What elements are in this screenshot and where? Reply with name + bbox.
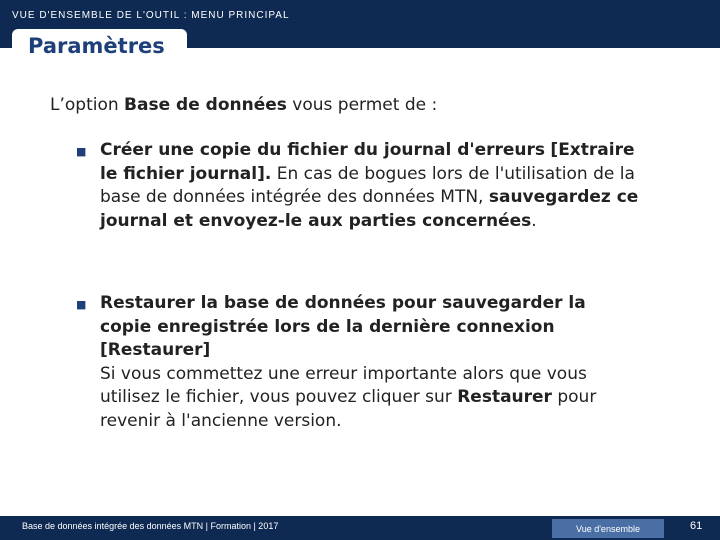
footer-text: Base de données intégrée des données MTN | Formation | 2017 — [22, 521, 279, 531]
item-text: Si vous commettez une erreur importante alors que vous utilisez le fichier, vous pouvez cliquer sur — [100, 363, 587, 407]
item-emphasis: Restaurer — [457, 387, 552, 407]
breadcrumb: VUE D'ENSEMBLE DE L'OUTIL : MENU PRINCIPAL — [12, 10, 290, 21]
page-title: Paramètres — [28, 34, 165, 58]
item-text-end: . — [531, 210, 537, 231]
list-item — [100, 139, 640, 233]
page-number: 61 — [690, 520, 703, 532]
square-bullet-icon: ■ — [76, 298, 87, 311]
intro-text — [50, 95, 437, 115]
item-lead: Créer une copie du fichier du journal d'erreurs — [100, 140, 546, 160]
item-action: [Extraire le fichier journal]. — [100, 140, 635, 184]
item-emphasis: sauvegardez ce journal et envoyez-le aux parties concernées — [100, 187, 639, 231]
item-lead: Restaurer la base de données pour sauvegarder la copie enregistrée lors de la dernière connexion [Restaurer] — [100, 293, 586, 360]
square-bullet-icon: ■ — [76, 145, 87, 158]
footer-section-tab[interactable]: Vue d'ensemble — [552, 519, 664, 538]
intro-bold: Base de données — [124, 95, 287, 115]
item-text-end: pour revenir à l'ancienne version. — [100, 387, 597, 431]
list-item — [100, 292, 640, 433]
intro-prefix: L’option — [50, 95, 125, 115]
intro-suffix: vous permet de : — [286, 95, 438, 115]
item-text: En cas de bogues lors de l'utilisation de la base de données intégrée des données MTN, — [100, 163, 635, 207]
